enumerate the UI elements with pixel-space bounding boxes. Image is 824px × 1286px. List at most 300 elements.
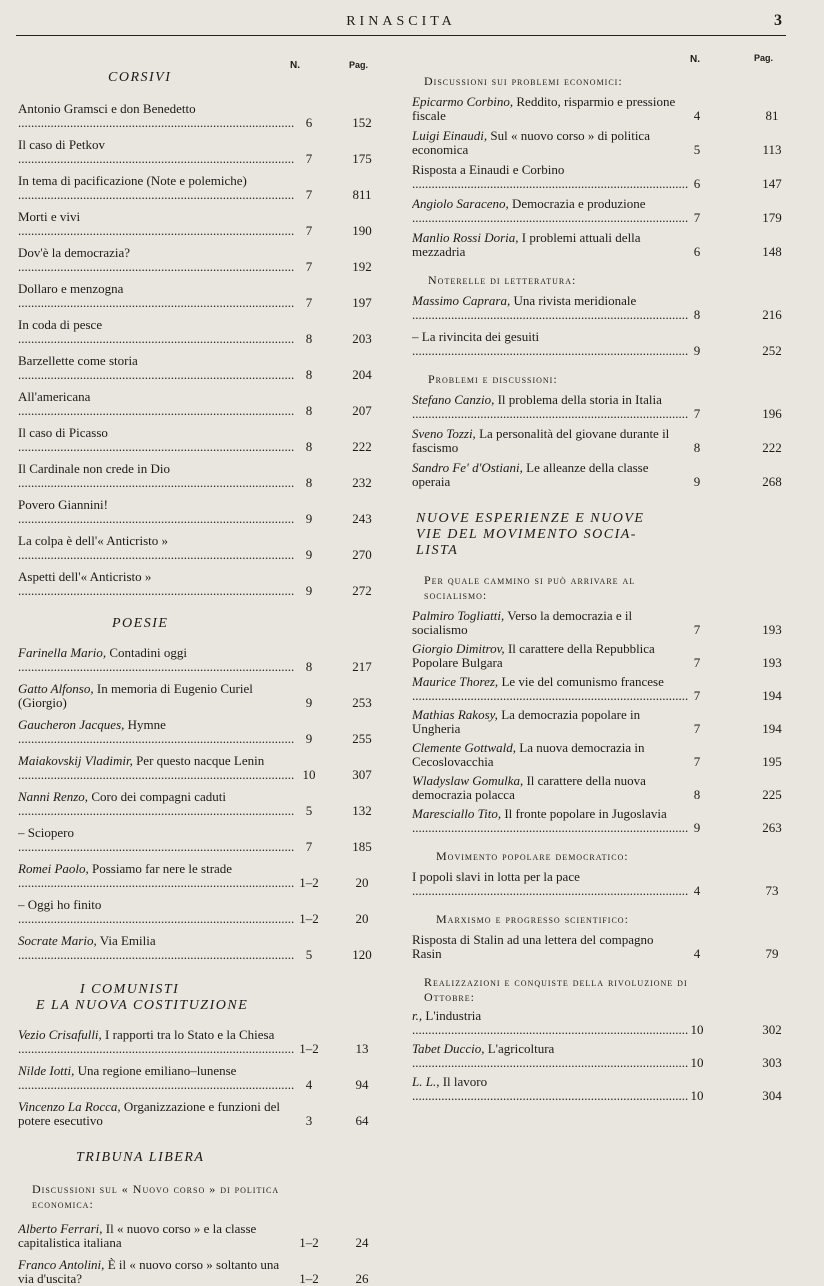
entry-issue-number: 8 [305,475,313,490]
entry-text [412,1009,792,1037]
index-entry [18,426,386,454]
entry-title: Verso la democrazia e il socialismo [412,609,633,637]
entry-text [412,95,792,123]
entry-title: Organizzazione e funzioni del potere esecutivo [18,1100,280,1128]
entry-author: Manlio Rossi Doria, [412,231,519,245]
entry-text [412,461,792,489]
entry-text [18,570,386,598]
subsection-title: Noterelle di letteratura: [428,273,577,287]
entry-page-number: 13 [355,1041,369,1056]
entry-text [412,741,792,769]
index-entry [412,675,792,703]
index-entry [412,741,792,769]
entry-text [412,642,792,670]
entry-text [412,609,792,637]
entry-issue-number: 7 [693,688,701,703]
section-title-comunisti [18,982,386,1014]
entry-issue-number: 1–2 [299,1235,319,1250]
dot-leader [18,547,294,562]
entry-text [18,390,386,418]
entry-page-number: 175 [352,151,372,166]
entry-author: Epicarmo Corbino, [412,95,514,109]
title-line: E LA NUOVA COSTITUZIONE [36,998,249,1013]
index-entry [18,1258,386,1286]
entry-text [412,393,792,421]
entry-author: Mathias Rakosy, [412,708,498,722]
entry-title: Democrazia e produzione [512,197,646,211]
entry-page-number: 194 [762,688,782,703]
entry-issue-number: 9 [305,731,313,746]
entry-page-number: 307 [352,767,372,782]
index-entry [18,174,386,202]
index-entry [412,1075,792,1103]
entry-page-number: 255 [352,731,372,746]
dot-leader [412,406,688,421]
title-line: I COMUNISTI [80,982,180,997]
entry-page-number: 120 [352,947,372,962]
entry-page-number: 222 [352,439,372,454]
index-entry [412,461,792,489]
entry-issue-number: 8 [305,439,313,454]
entry-title: L'agricoltura [487,1042,555,1056]
entry-text [18,426,386,454]
index-entry [18,1064,386,1092]
entry-issue-number: 7 [693,655,701,670]
entry-text [18,754,386,782]
index-entry [412,427,792,455]
entry-page-number: 190 [352,223,372,238]
entry-title: Il problema della storia in Italia [497,393,662,407]
n-label: N. [690,54,700,65]
entry-title: I popoli slavi in lotta per la pace [412,870,580,884]
entry-title: – La rivincita dei gesuiti [412,330,540,344]
dot-leader [18,1077,294,1092]
page-number: 3 [774,12,782,29]
entry-page-number: 811 [352,187,372,202]
entry-author: Gaucheron Jacques, [18,718,125,732]
index-entry [18,102,386,130]
entry-issue-number: 5 [305,947,313,962]
index-entry [18,1222,386,1250]
index-entry [18,246,386,274]
entry-page-number: 20 [355,875,369,890]
entry-issue-number: 1–2 [299,1041,319,1056]
dot-leader [412,1088,688,1103]
index-entry [412,129,792,157]
entry-issue-number: 7 [693,210,701,225]
dot-leader [18,187,294,202]
dot-leader [18,223,294,238]
entry-title: Contadini oggi [109,646,187,660]
section-title-tribuna: TRIBUNA LIBERA [76,1150,205,1165]
dot-leader [412,960,688,961]
dot-leader [412,307,688,322]
entry-issue-number: 7 [305,151,313,166]
entry-text [18,898,386,926]
index-entry [412,1042,792,1070]
entry-issue-number: 8 [693,440,701,455]
section-title-corsivi: CORSIVI [108,70,172,85]
entry-title: Antonio Gramsci e don Benedetto [18,102,196,116]
entry-author: r., [412,1009,423,1023]
dot-leader [412,258,688,259]
index-entry [18,498,386,526]
entry-author: Luigi Einaudi, [412,129,488,143]
entry-title: Il caso di Petkov [18,138,106,152]
entry-author: Vincenzo La Rocca, [18,1100,121,1114]
entry-title: Il Cardinale non crede in Dio [18,462,170,476]
entry-title: Dov'è la democrazia? [18,246,131,260]
entry-author: Sveno Tozzi, [412,427,476,441]
dot-leader [412,1055,688,1070]
entry-page-number: 268 [762,474,782,489]
entry-issue-number: 7 [305,223,313,238]
entry-text [18,1028,386,1056]
entry-issue-number: 1–2 [299,911,319,926]
entry-page-number: 197 [352,295,372,310]
entry-page-number: 20 [355,911,369,926]
entry-title: Per questo nacque Lenin [136,754,265,768]
index-entry [18,826,386,854]
entry-page-number: 272 [352,583,372,598]
entry-page-number: 79 [765,946,779,961]
entry-text [412,163,792,191]
dot-leader [18,1127,294,1128]
entry-title: La colpa è dell'« Anticristo » [18,534,168,548]
index-entry [18,462,386,490]
dot-leader [18,947,294,962]
index-entry [412,933,792,961]
right-column [412,40,792,1103]
entry-text [18,210,386,238]
entry-issue-number: 7 [693,406,701,421]
entry-page-number: 204 [352,367,372,382]
dot-leader [18,803,294,818]
entry-issue-number: 9 [693,820,701,835]
journal-title: RINASCITA [346,14,456,29]
entry-text [18,790,386,818]
entry-issue-number: 9 [305,547,313,562]
pag-label: Pag. [349,60,369,70]
entry-title: Barzellette come storia [18,354,138,368]
n-label: N. [290,60,300,71]
entry-page-number: 302 [762,1022,782,1037]
dot-leader [18,115,294,130]
dot-leader [18,731,294,746]
entry-issue-number: 10 [302,767,316,782]
entry-page-number: 270 [352,547,372,562]
entry-text [412,774,792,802]
entry-title: I rapporti tra lo Stato e la Chiesa [105,1028,275,1042]
index-entry [18,1100,386,1128]
dot-leader [412,735,688,736]
entry-issue-number: 9 [693,343,701,358]
section-tribuna [18,1222,386,1286]
index-entry [18,862,386,890]
entry-issue-number: 7 [693,622,701,637]
entry-title: Le vie del comunismo francese [501,675,664,689]
entry-page-number: 304 [762,1088,782,1103]
entry-page-number: 148 [762,244,782,259]
entry-author: Tabet Duccio, [412,1042,485,1056]
entry-page-number: 26 [355,1271,369,1286]
entry-title: Sul « nuovo corso » di politica economica [412,129,650,157]
section-discussioni [412,95,792,259]
entry-author: Sandro Fe' d'Ostiani, [412,461,523,475]
subsection-title: Discussioni sui problemi economici: [424,74,623,88]
entry-page-number: 192 [352,259,372,274]
dot-leader [18,911,294,926]
pag-label: Pag. [754,53,774,63]
entry-page-number: 193 [762,655,782,670]
index-entry [18,570,386,598]
entry-issue-number: 4 [693,946,701,961]
entry-page-number: 194 [762,721,782,736]
subsection-title: Discussioni sul « Nuovo corso » di politica economica: [32,1182,280,1211]
entry-title: Via Emilia [99,934,156,948]
section-corsivi [18,102,386,598]
entry-title: Possiamo far nere le strade [92,862,233,876]
column-header [18,40,386,70]
title-line: LISTA [416,543,459,558]
entry-page-number: 132 [352,803,372,818]
entry-page-number: 94 [355,1077,369,1092]
entry-page-number: 207 [352,403,372,418]
entry-text [412,231,792,259]
entry-author: Stefano Canzio, [412,393,495,407]
entry-title: Aspetti dell'« Anticristo » [18,570,152,584]
dot-leader [412,636,688,637]
entry-author: Franco Antolini, [18,1258,105,1272]
index-entry [18,934,386,962]
column-header [412,40,792,74]
entry-text [412,330,792,358]
index-entry [412,197,792,225]
entry-text [18,282,386,310]
dot-leader [18,875,294,890]
index-entry [412,708,792,736]
dot-leader [18,259,294,274]
index-entry [18,898,386,926]
entry-page-number: 195 [762,754,782,769]
entry-title: L'industria [425,1009,482,1023]
entry-page-number: 64 [355,1113,369,1128]
dot-leader [18,475,294,490]
subsection-title: Per quale cammino si può arrivare al socialismo: [424,573,636,602]
subsection-title: Marxismo e progresso scientifico: [436,912,629,926]
entry-issue-number: 3 [305,1113,313,1128]
entry-text [412,294,792,322]
entry-author: Massimo Caprara, [412,294,511,308]
entry-page-number: 152 [352,115,372,130]
section-movimento [412,870,792,898]
entry-text [18,498,386,526]
entry-page-number: 196 [762,406,782,421]
subsection-title: Realizzazioni e conquiste della rivoluzione di Ottobre: [424,975,688,1004]
dot-leader [18,1041,294,1056]
entry-title: All'americana [18,390,91,404]
entry-title: In memoria di Eugenio Curiel (Giorgio) [18,682,253,710]
section-poesie [18,646,386,962]
entry-author: L. L., [412,1075,440,1089]
index-entry [18,282,386,310]
index-entry [412,393,792,421]
dot-leader [412,883,688,898]
entry-title: La personalità del giovane durante il fascismo [412,427,670,455]
section-title-nuove [412,511,792,559]
entry-page-number: 193 [762,622,782,637]
section-title-poesie: POESIE [112,616,169,631]
entry-text [412,675,792,703]
index-entry [18,534,386,562]
entry-issue-number: 8 [693,307,701,322]
entry-text [412,870,792,898]
entry-title: Una rivista meridionale [513,294,637,308]
entry-title: Hymne [127,718,166,732]
entry-text [18,246,386,274]
entry-issue-number: 8 [693,787,701,802]
entry-author: Gatto Alfonso, [18,682,94,696]
section-comunisti [18,1028,386,1128]
entry-text [18,138,386,166]
entry-text [412,197,792,225]
entry-title: La democrazia popolare in Ungheria [412,708,641,736]
entry-page-number: 179 [762,210,782,225]
entry-issue-number: 7 [305,295,313,310]
dot-leader [18,151,294,166]
entry-author: Maurice Thorez, [412,675,499,689]
section-marxismo [412,933,792,961]
entry-text [18,718,386,746]
dot-leader [18,511,294,526]
index-entry [18,354,386,382]
index-entry [412,807,792,835]
index-entry [18,390,386,418]
index-entry [412,163,792,191]
entry-text [412,1075,792,1103]
entry-page-number: 222 [762,440,782,455]
entry-issue-number: 8 [305,659,313,674]
entry-issue-number: 1–2 [299,1271,319,1286]
entry-issue-number: 10 [690,1022,704,1037]
entry-page-number: 185 [352,839,372,854]
title-line: NUOVE ESPERIENZE E NUOVE [416,511,645,526]
entry-issue-number: 1–2 [299,875,319,890]
entry-title: Una regione emiliano–lunense [77,1064,237,1078]
dot-leader [412,210,688,225]
page-header [16,10,786,42]
entry-title: Il lavoro [442,1075,488,1089]
entry-title: Il caso di Picasso [18,426,108,440]
entry-title: In tema di pacificazione (Note e polemiche) [18,174,247,188]
entry-page-number: 263 [762,820,782,835]
section-problemi [412,393,792,489]
entry-author: Socrate Mario, [18,934,97,948]
dot-leader [18,767,294,782]
entry-text [412,807,792,835]
dot-leader [18,659,294,674]
entry-page-number: 216 [762,307,782,322]
entry-page-number: 303 [762,1055,782,1070]
entry-title: In coda di pesce [18,318,103,332]
entry-issue-number: 6 [693,244,701,259]
entry-issue-number: 4 [693,108,701,123]
entry-title: – Oggi ho finito [18,898,102,912]
dot-leader [18,331,294,346]
entry-text [18,102,386,130]
index-entry [18,790,386,818]
dot-leader [412,176,688,191]
entry-text [18,934,386,962]
index-entry [18,682,386,710]
entry-issue-number: 7 [305,839,313,854]
dot-leader [412,343,688,358]
entry-issue-number: 7 [305,187,313,202]
dot-leader [412,156,688,157]
index-entry [18,1028,386,1056]
entry-text [412,1042,792,1070]
index-entry [18,718,386,746]
entry-title: – Sciopero [18,826,74,840]
entry-issue-number: 4 [693,883,701,898]
entry-title: Reddito, risparmio e pressione fiscale [412,95,676,123]
dot-leader [412,454,688,455]
entry-page-number: 243 [352,511,372,526]
entry-title: Povero Giannini! [18,498,108,512]
entry-page-number: 217 [352,659,372,674]
entry-page-number: 113 [762,142,782,157]
index-entry [412,642,792,670]
entry-page-number: 225 [762,787,782,802]
entry-text [18,1222,386,1250]
index-entry [412,870,792,898]
index-entry [18,646,386,674]
section-noterelle [412,294,792,358]
dot-leader [18,709,294,710]
entry-text [18,174,386,202]
entry-page-number: 81 [765,108,779,123]
entry-issue-number: 5 [693,142,701,157]
entry-author: Alberto Ferrari, [18,1222,103,1236]
entry-issue-number: 5 [305,803,313,818]
entry-title: La nuova democrazia in Cecoslovacchia [412,741,645,769]
entry-text [18,826,386,854]
entry-title: Il carattere della nuova democrazia polacca [412,774,646,802]
entry-author: Romei Paolo, [18,862,89,876]
entry-title: Dollaro e menzogna [18,282,124,296]
entry-issue-number: 8 [305,367,313,382]
entry-issue-number: 7 [693,721,701,736]
dot-leader [412,669,688,670]
entry-title: I problemi attuali della mezzadria [412,231,641,259]
index-entry [18,210,386,238]
subsection-title: Problemi e discussioni: [428,372,558,386]
dot-leader [18,403,294,418]
index-entry [412,330,792,358]
index-entry [18,754,386,782]
entry-page-number: 203 [352,331,372,346]
entry-title: Risposta di Stalin ad una lettera del compagno Rasin [412,933,654,961]
entry-issue-number: 9 [305,511,313,526]
entry-text [18,534,386,562]
dot-leader [412,820,688,835]
entry-page-number: 73 [765,883,779,898]
dot-leader [412,801,688,802]
entry-issue-number: 10 [690,1088,704,1103]
entry-issue-number: 9 [305,583,313,598]
entry-title: Morti e vivi [18,210,81,224]
dot-leader [412,1022,688,1037]
